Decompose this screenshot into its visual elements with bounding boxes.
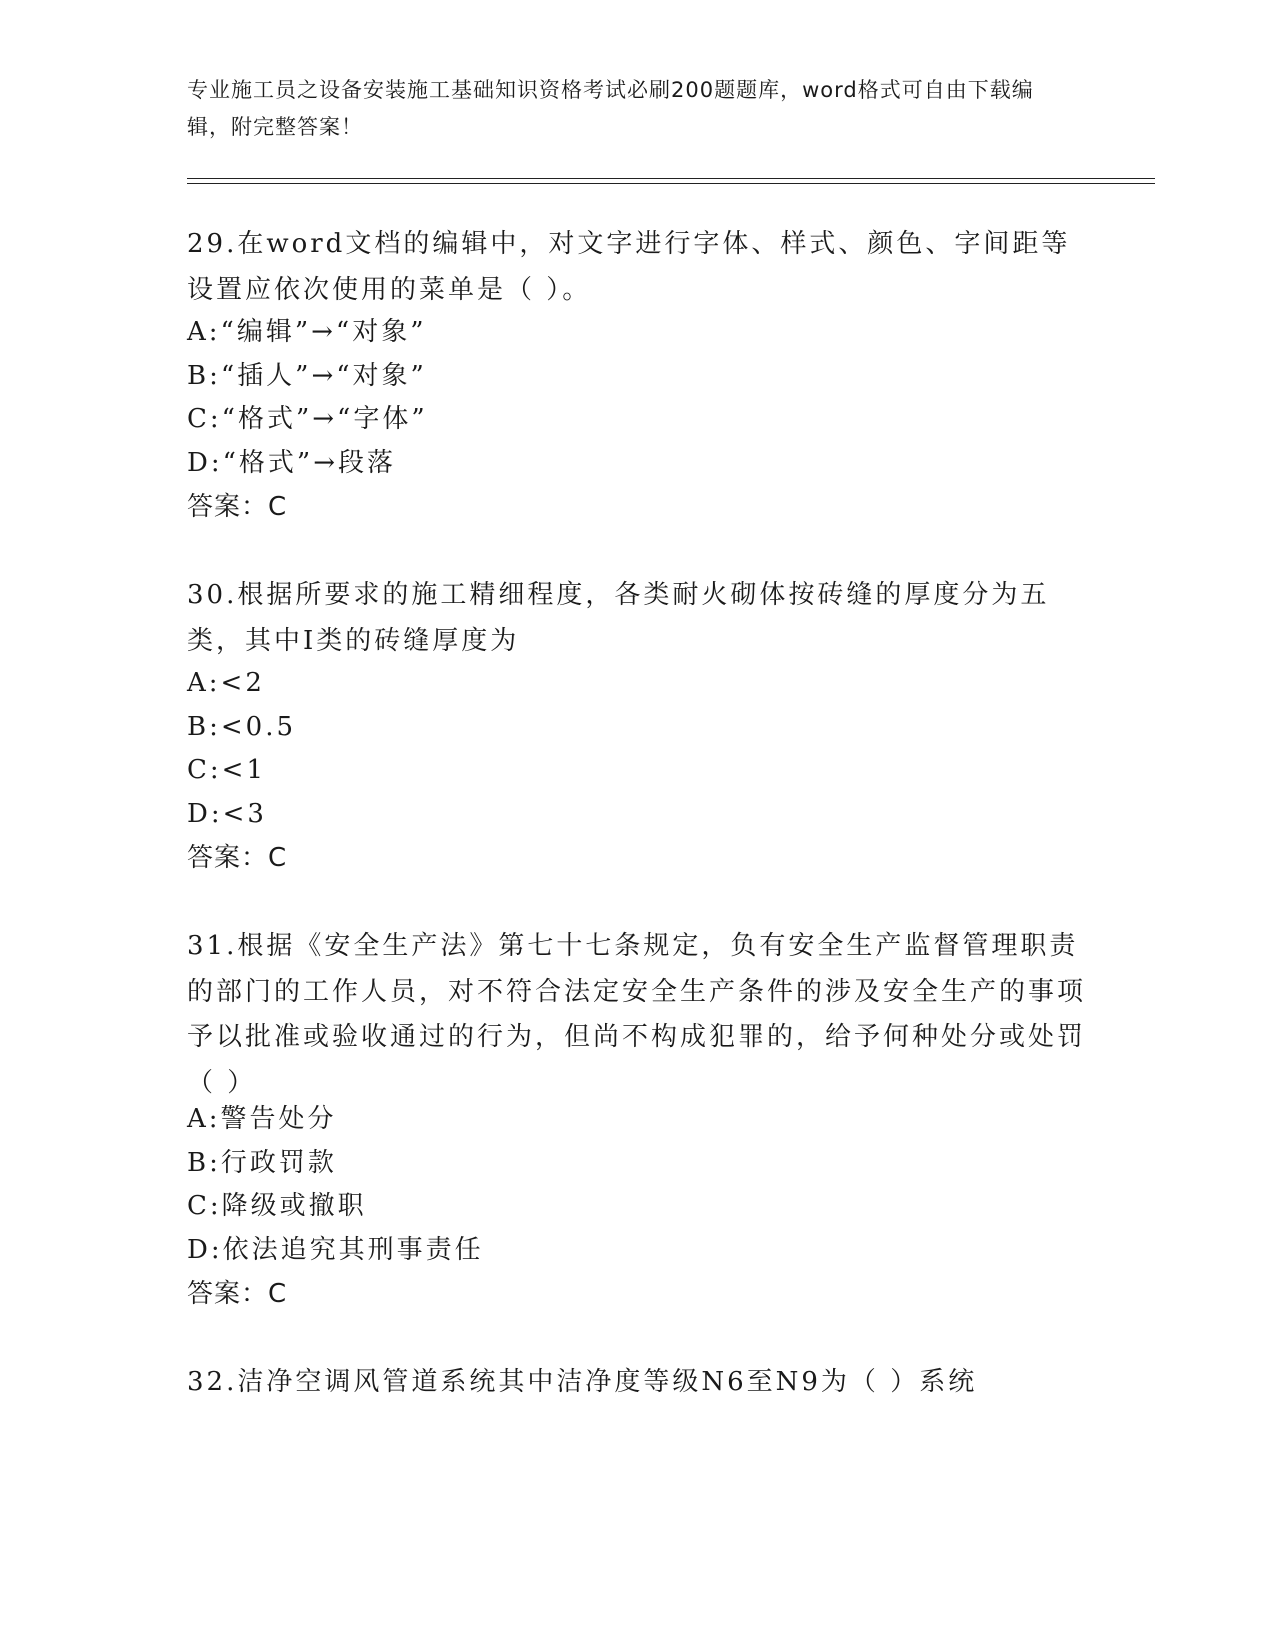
option-a: A:<2	[187, 668, 265, 698]
option-c: C:降级或撤职	[187, 1191, 367, 1221]
option-c: C:“格式”→“字体”	[187, 404, 428, 434]
option-d: D:“格式”→段落	[187, 448, 396, 478]
option-d: D:依法追究其刑事责任	[187, 1235, 484, 1265]
question-text: 30.根据所要求的施工精细程度，各类耐火砌体按砖缝的厚度分为五类，其中I类的砖缝厚度为	[187, 580, 1050, 656]
answer-line: 答案：C	[187, 843, 288, 873]
option-b: B:<0.5	[187, 712, 296, 742]
option-d: D:<3	[187, 799, 267, 829]
option-c: C:<1	[187, 755, 266, 785]
option-b: B:“插人”→“对象”	[187, 361, 427, 391]
document-header: 专业施工员之设备安装施工基础知识资格考试必刷200题题库，word格式可自由下载编辑，附完整答案！	[187, 78, 1034, 139]
answer-line: 答案：C	[187, 1279, 288, 1309]
option-a: A:警告处分	[187, 1104, 337, 1134]
question-text: 32.洁净空调风管道系统其中洁净度等级N6至N9为（ ）系统	[187, 1367, 978, 1397]
header-divider	[187, 183, 1155, 184]
option-a: A:“编辑”→“对象”	[187, 317, 427, 347]
question-text: 31.根据《安全生产法》第七十七条规定，负有安全生产监督管理职责的部门的工作人员，对不符合法定安全生产条件的涉及安全生产的事项予以批准或验收通过的行为，但尚不构成犯罪的，给予何种处分或处罚（ ）	[187, 931, 1087, 1098]
option-b: B:行政罚款	[187, 1148, 337, 1178]
question-text: 29.在word文档的编辑中，对文字进行字体、样式、颜色、字间距等设置应依次使用的菜单是（ ）。	[187, 229, 1071, 305]
header-divider	[187, 178, 1155, 179]
answer-line: 答案：C	[187, 492, 288, 522]
